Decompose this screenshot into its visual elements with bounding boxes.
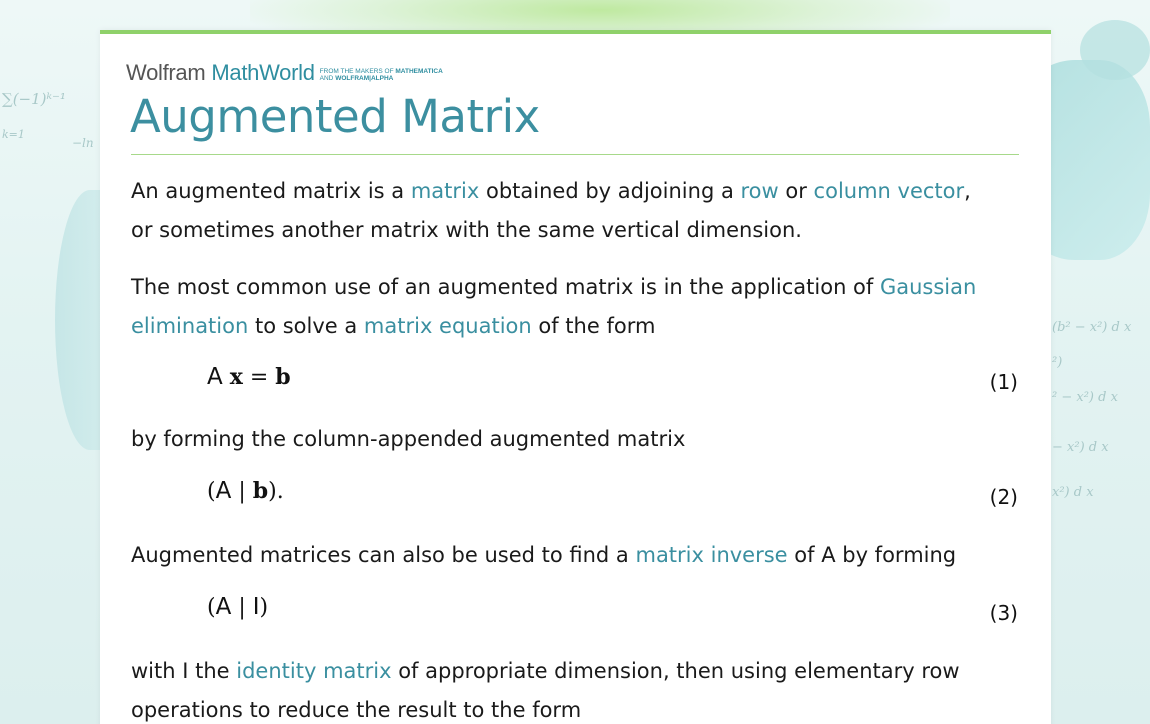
- link-matrix[interactable]: matrix: [410, 179, 480, 203]
- text-span: with: [131, 659, 183, 683]
- eq-bar: |: [231, 595, 253, 620]
- text-span: An augmented matrix is a: [131, 179, 411, 203]
- background-formula-right-5: x²) d x: [1052, 485, 1094, 500]
- eq-symbol-b: b: [252, 478, 269, 504]
- eq-bar: |: [231, 479, 253, 504]
- text-span: or: [778, 179, 814, 203]
- paragraph-column-appended: [131, 420, 991, 459]
- text-span: of appropriate dimension, then using elementary row operations to reduce the result to the form: [131, 659, 960, 722]
- equation-number-1: (1): [989, 370, 1018, 394]
- paragraph-matrix-inverse: [131, 536, 991, 575]
- text-span: The most common use of an augmented matrix is in the application of: [131, 275, 880, 299]
- eq-close-paren: ).: [268, 479, 284, 504]
- tagline-prefix-2: AND: [319, 75, 336, 82]
- paragraph-definition: [131, 172, 991, 250]
- eq-symbol-b: b: [275, 364, 291, 390]
- text-span: to solve a: [248, 314, 364, 338]
- link-identity-matrix[interactable]: identity matrix: [236, 659, 392, 683]
- paragraph-common-use: [131, 268, 991, 346]
- logo-tagline: [320, 68, 443, 82]
- text-span: Augmented matrices can also be used to find a: [131, 543, 636, 567]
- background-formula-sum: ∑(−1)ᵏ⁻¹: [2, 90, 66, 108]
- page-title: Augmented Matrix: [130, 90, 540, 143]
- link-gaussian-elimination[interactable]: Gaussian elimination: [131, 275, 977, 338]
- background-formula-right-2: ²): [1052, 355, 1063, 370]
- eq-close-paren: ): [259, 595, 269, 620]
- text-span: by forming: [835, 543, 957, 567]
- text-span: obtained by adjoining a: [479, 179, 741, 203]
- logo-tagline-line2: [320, 75, 443, 82]
- link-row[interactable]: row: [740, 179, 779, 203]
- logo-wolfram-text: Wolfram: [126, 60, 206, 85]
- background-formula-ln: −ln: [72, 136, 94, 150]
- content-card: [100, 30, 1051, 724]
- background-formula-right-4: − x²) d x: [1052, 440, 1109, 455]
- equation-number-3: (3): [989, 601, 1018, 625]
- eq-equals: =: [242, 365, 276, 390]
- eq-symbol-A: A: [215, 478, 232, 504]
- background-formula-sum-lower: k=1: [2, 128, 25, 141]
- background-formula-right-3: ² − x²) d x: [1052, 390, 1118, 405]
- tagline-prefix-1: FROM THE MAKERS OF: [319, 68, 396, 75]
- inline-symbol-I: I: [182, 659, 189, 683]
- tagline-mathematica: MATHEMATICA: [395, 68, 443, 75]
- text-span: , or sometimes another matrix with the same vertical dimension.: [131, 179, 971, 242]
- link-matrix-equation[interactable]: matrix equation: [363, 314, 532, 338]
- equation-2: [207, 478, 284, 504]
- equation-3: [207, 594, 268, 620]
- eq-symbol-x: x: [229, 364, 243, 390]
- text-span: of: [787, 543, 822, 567]
- text-span: of the form: [531, 314, 656, 338]
- equation-1: [207, 364, 291, 390]
- mathworld-logo-link[interactable]: [126, 60, 443, 86]
- link-matrix-inverse[interactable]: matrix inverse: [635, 543, 788, 567]
- link-column-vector[interactable]: column vector: [813, 179, 965, 203]
- logo-tagline-line1: [320, 68, 443, 75]
- title-divider: [131, 154, 1019, 155]
- tagline-wolfram-alpha: WOLFRAM|ALPHA: [335, 75, 394, 82]
- eq-open-paren: (: [207, 479, 216, 504]
- background-formula-right-1: (b² − x²) d x: [1052, 320, 1132, 335]
- text-span: by forming the column-appended augmented matrix: [131, 427, 686, 451]
- background-shape-right-small: [1080, 20, 1150, 80]
- equation-number-2: (2): [989, 485, 1018, 509]
- eq-open-paren: (: [207, 595, 216, 620]
- eq-symbol-A: A: [215, 594, 232, 620]
- logo-mathworld-text: MathWorld: [211, 60, 315, 85]
- text-span: the: [188, 659, 237, 683]
- eq-symbol-I: I: [252, 594, 260, 620]
- eq-symbol-A: A: [207, 364, 223, 390]
- inline-symbol-A: A: [821, 543, 836, 567]
- paragraph-identity: [131, 652, 991, 724]
